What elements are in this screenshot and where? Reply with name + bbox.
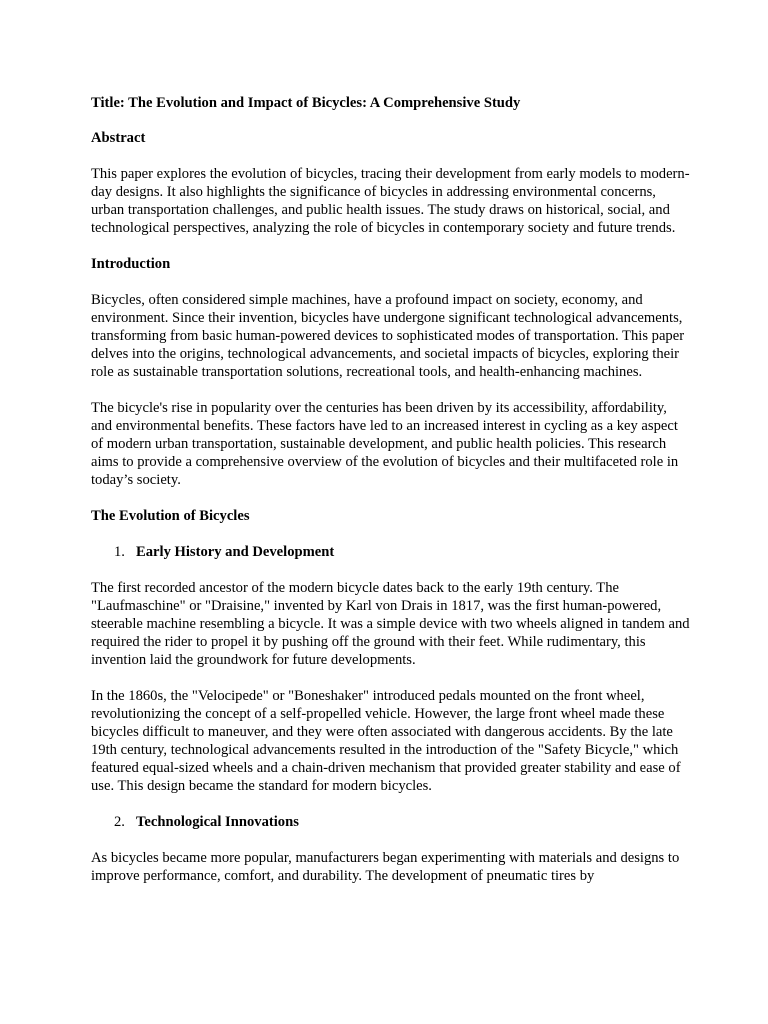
document-title: Title: The Evolution and Impact of Bicycles: A Comprehensive Study	[91, 95, 521, 111]
section-1-paragraph-1: The first recorded ancestor of the modern bicycle dates back to the early 19th century. The "Laufmaschine" or "Draisine," invented by Karl von Drais in 1817, was the first human-powered, steerable machine resembling a bicycle. It was a simple device with two wheels aligned in tandem and required the rider to propel it by pushing off the ground with their feet. While rudimentary, this invention laid the groundwork for future developments.	[91, 580, 690, 668]
section-2-title: Technological Innovations	[136, 814, 299, 830]
section-2-heading	[114, 813, 691, 831]
abstract-heading: Abstract	[91, 130, 146, 146]
section-1-paragraph-2: In the 1860s, the "Velocipede" or "Boneshaker" introduced pedals mounted on the front wheel, revolutionizing the concept of a self-propelled vehicle. However, the large front wheel made these bicycles difficult to maneuver, and they were often associated with dangerous accidents. By the late 19th century, technological advancements resulted in the introduction of the "Safety Bicycle," which featured equal-sized wheels and a chain-driven mechanism that provided greater stability and ease of use. This design became the standard for modern bicycles.	[91, 688, 681, 794]
evolution-heading: The Evolution of Bicycles	[91, 508, 250, 524]
abstract-paragraph: This paper explores the evolution of bicycles, tracing their development from early models to modern-day designs. It also highlights the significance of bicycles in addressing environmental concerns, urban transportation challenges, and public health issues. The study draws on historical, social, and technological perspectives, analyzing the role of bicycles in contemporary society and future trends.	[91, 166, 690, 236]
section-1-number: 1.	[114, 544, 125, 560]
introduction-paragraph-2: The bicycle's rise in popularity over the centuries has been driven by its accessibility, affordability, and environmental benefits. These factors have led to an increased interest in cycling as a key aspect of modern urban transportation, sustainable development, and public health policies. This research aims to provide a comprehensive overview of the evolution of bicycles and their multifaceted role in today’s society.	[91, 400, 679, 488]
section-2-number: 2.	[114, 814, 125, 830]
introduction-heading: Introduction	[91, 256, 171, 272]
introduction-paragraph-1: Bicycles, often considered simple machines, have a profound impact on society, economy, and environment. Since their invention, bicycles have undergone significant technological advancements, transforming from basic human-powered devices to sophisticated modes of transportation. This paper delves into the origins, technological advancements, and societal impacts of bicycles, exploring their role as sustainable transportation solutions, recreational tools, and health-enhancing machines.	[91, 292, 685, 380]
section-1-heading	[114, 543, 691, 561]
section-1-title: Early History and Development	[136, 544, 335, 560]
section-2-paragraph-1: As bicycles became more popular, manufacturers began experimenting with materials and designs to improve performance, comfort, and durability. The development of pneumatic tires by	[91, 850, 680, 884]
document-body	[91, 94, 691, 903]
